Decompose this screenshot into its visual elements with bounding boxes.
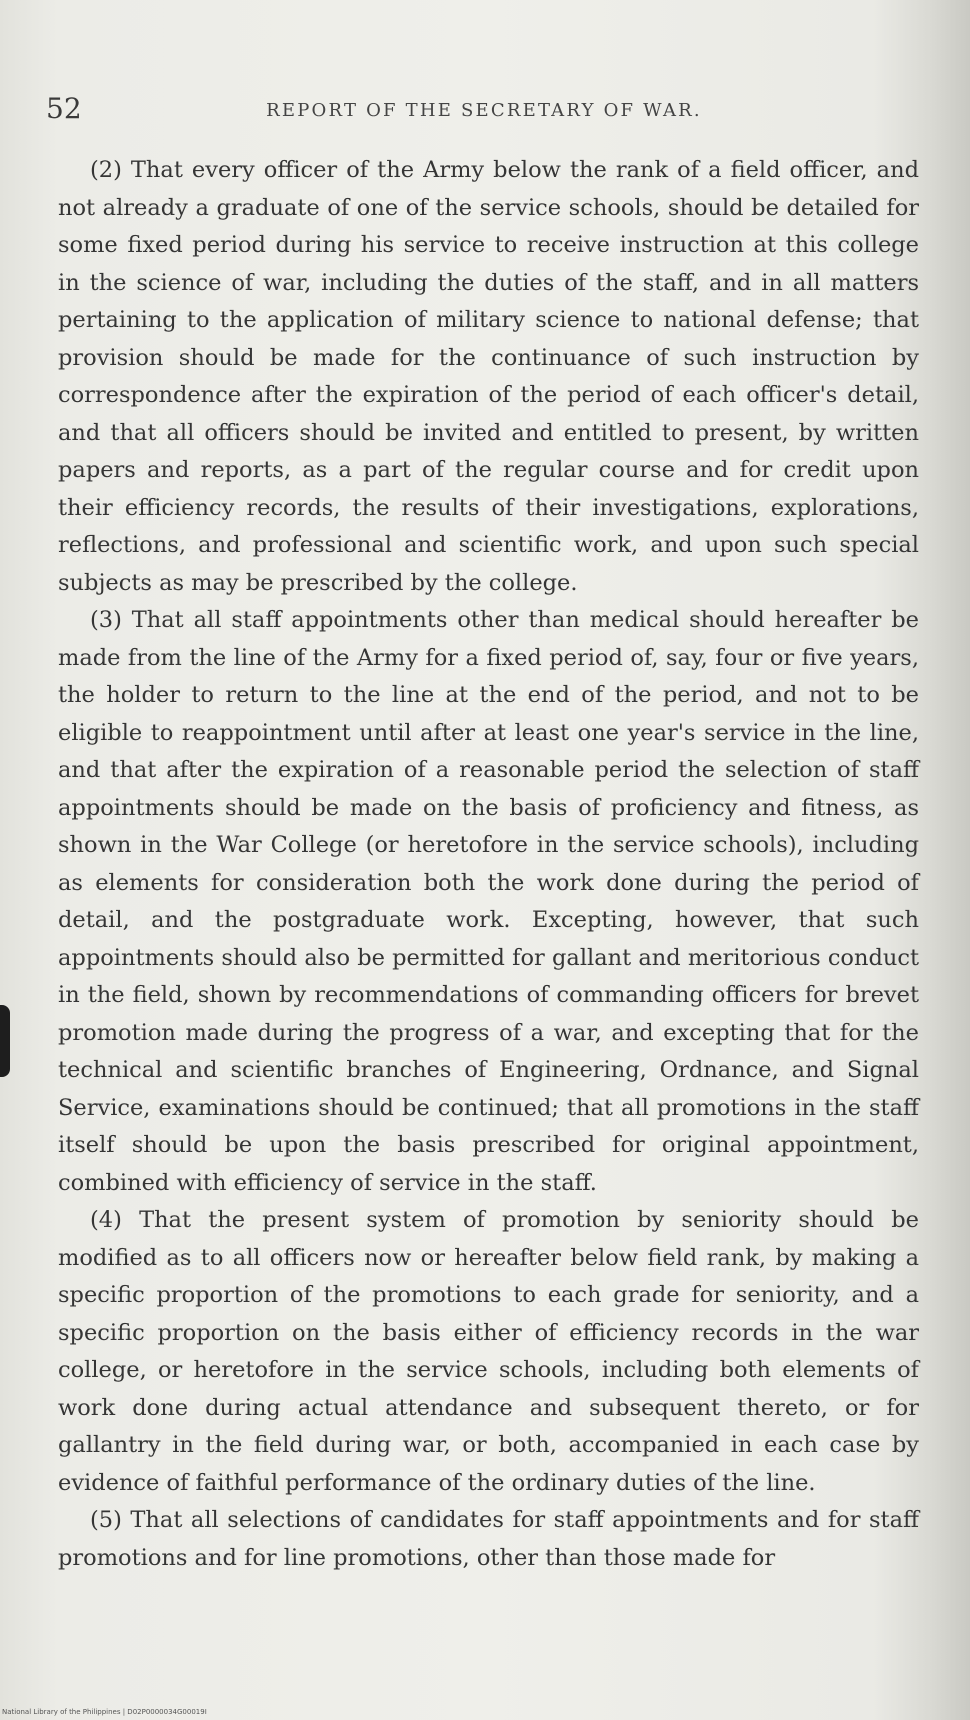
library-stamp: National Library of the Philippines | D02P0000034G00019I	[2, 1708, 207, 1716]
paragraph-2: (2) That every officer of the Army below the rank of a field officer, and not already a graduate of one of the service schools, should be detailed for some fixed period during his service to receive instruction at this college in the science of war, including the duties of the staff, and in all matters pertaining to the application of military science to national defense; that provision should be made for the continuance of such instruction by correspondence after the expiration of the period of each officer's detail, and that all officers should be invited and entitled to present, by written papers and reports, as a part of the regular course and for credit upon their efficiency records, the results of their investigations, explorations, reflections, and professional and scientific work, and upon such special subjects as may be prescribed by the college.	[58, 157, 919, 596]
page-header	[46, 92, 922, 132]
paragraph-4: (4) That the present system of promotion by seniority should be modified as to all officers now or hereafter below field rank, by making a specific proportion of the promotions to each grade for seniority, and a specific proportion on the basis either of efficiency records in the war college, or heretofore in the service schools, including both elements of work done during actual attendance and subsequent thereto, or for gallantry in the field during war, or both, accompanied in each case by evidence of faithful performance of the ordinary duties of the line.	[58, 1207, 919, 1496]
paragraph-3: (3) That all staff appointments other than medical should hereafter be made from the line of the Army for a fixed period of, say, four or five years, the holder to return to the line at the end of the period, and not to be eligible to reappointment until after at least one year's service in the line, and that after the expiration of a reasonable period the selection of staff appointments should be made on the basis of proficiency and fitness, as shown in the War College (or heretofore in the service schools), including as elements for consideration both the work done during the period of detail, and the postgraduate work. Excepting, however, that such appointments should also be permitted for gallant and meritorious conduct in the field, shown by recommendations of commanding officers for brevet promotion made during the progress of a war, and excepting that for the technical and scientific branches of Engineering, Ordnance, and Signal Service, examinations should be continued; that all promotions in the staff itself should be upon the basis prescribed for original appointment, combined with efficiency of service in the staff.	[58, 607, 919, 1196]
running-title: REPORT OF THE SECRETARY OF WAR.	[266, 100, 702, 121]
binding-shadow	[0, 1005, 10, 1077]
page-number: 52	[46, 92, 82, 125]
paragraph-5: (5) That all selections of candidates for staff appointments and for staff promotions and for line promotions, other than those made for	[58, 1507, 919, 1571]
body-text	[58, 152, 919, 1577]
